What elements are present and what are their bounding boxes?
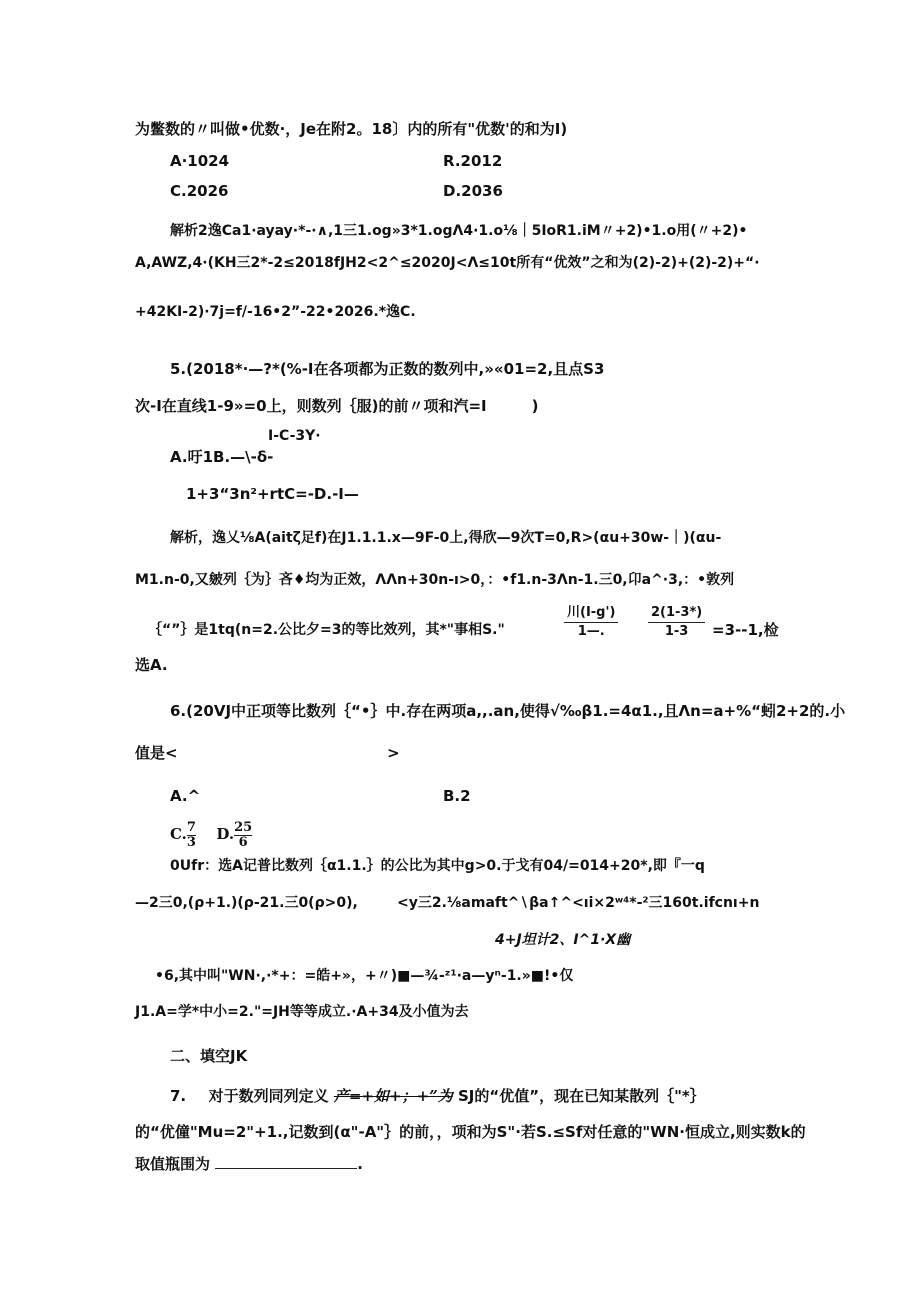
q7-stem-line-3-text: 取值瓶围为: [135, 1155, 211, 1173]
q5-option-top: I-C-3Y·: [268, 428, 321, 444]
q6-options-cd: [170, 817, 252, 851]
q5-result: =3--1,检: [712, 621, 779, 639]
q7-stem-line-3: [135, 1154, 363, 1174]
q4-option-a: A·1024: [170, 152, 230, 170]
section-heading: 二、填空JK: [170, 1047, 248, 1065]
q6-option-c-numerator: 7: [186, 819, 196, 835]
q4-option-c: C.2026: [170, 182, 229, 200]
q7-stem-a: 对于数列同列定义: [208, 1087, 329, 1105]
q6-option-a: A.^: [170, 787, 201, 805]
q5-analysis-line-1: 解析，逸乂⅛A(aitζ足f)在J1.1.1.x—9F-0上,得欣—9次T=0,R>(αu+30w-｜)(αu-: [170, 530, 722, 546]
q5-fraction-1: [564, 604, 618, 641]
q4-stem-tail: 为鳖数的〃叫做•优数·，Je在附2。18〕内的所有"优数'的和为I): [135, 120, 568, 138]
q5-analysis-line-3: ｛“”｝是1tq(n=2.公比夕=3的等比效列，其*"事相S.": [148, 622, 505, 638]
q4-analysis-line-2: A,AWZ,4·(KH三2*-2≤2018fJH2<2^≤2020J<Λ≤10t所有“优效”之和为(2)-2)+(2)-2)+“·: [135, 255, 760, 271]
q4-analysis-line-1: 解析2逸Ca1·ayay·*-·∧,1三1.og»3*1.ogΛ4·1.o⅛｜5IoR1.iM〃+2)•1.o用(〃+2)•: [170, 223, 748, 239]
q5-option-line-2: 1+3“3n²+rtC=-D.-I—: [186, 485, 359, 503]
q5-fraction-2-denominator: 1-3: [664, 624, 689, 639]
q6-option-d-numerator: 25: [234, 819, 253, 835]
q6-option-d-label: D.: [216, 825, 235, 843]
q5-stem-line-1: 5.(2018*·—?*(%-I在各项都为正数的数列中,»«01=2,且点S3: [170, 360, 605, 378]
q7-period: .: [357, 1155, 363, 1173]
q7-stem-struck: 产=+如+；+”为: [333, 1087, 453, 1105]
q6-option-d-fraction: [234, 821, 252, 850]
q6-option-c-label: C.: [170, 825, 187, 843]
q6-analysis-line-5: J1.A=学*中小=2."=JH等等成立.·A+34及小值为去: [135, 1004, 469, 1020]
q5-stem-line-2: 次-I在直线1-9»=0上，则数列｛服)的前〃项和汽=I ): [135, 397, 539, 415]
q6-analysis-right: <y三2.⅛amaft^∖βa↑^<ıi×2ʷ⁴*-²三160t.ifcnı+n: [397, 895, 760, 911]
q6-option-d-denominator: 6: [238, 834, 248, 850]
q5-fraction-1-denominator: 1—.: [577, 624, 605, 639]
q5-fraction-1-numerator: 川(I-g'): [564, 604, 618, 623]
q5-conclusion: 选A.: [135, 656, 168, 674]
q6-option-c-fraction: [187, 821, 196, 850]
q5-fraction-2: [648, 604, 705, 641]
q5-analysis-line-2: M1.n-0,又皴列｛为｝吝♦均为正效，ΛΛn+30n-ı>0，：•f1.n-3Λn-1.三0,卬a^·3,：•敦列: [135, 572, 735, 588]
q6-stem-line-2-start: 值是<: [135, 744, 178, 762]
q4-analysis-line-3: +42KI-2)·7j=f/-16•2”-22•2026.*逸C.: [135, 304, 416, 320]
q6-analysis-line-4: •6,其中叫"WN·,·*+：=皓+»，+〃)■—¾-ᶻ¹·a—yⁿ-1.»■!•仅: [155, 968, 574, 984]
q4-option-d: D.2036: [443, 182, 503, 200]
q6-option-c-denominator: 3: [186, 834, 196, 850]
q7-stem-line-2: 的“优僮"Mu=2"+1.,记数到(α"-A"｝的前，，项和为S"·若S.≤Sf对任意的"WN·恒成立,则实数k的: [135, 1123, 806, 1141]
q7-answer-blank[interactable]: [215, 1154, 357, 1169]
q6-stem-line-1: 6.(20VJ中正项等比数列｛“•｝中.存在两项a,,.an,使得√‰β1.=4α1.,且Λn=a+%“蚓2+2的.小: [170, 702, 846, 720]
q6-analysis-line-3: 4+J坦计2、I^1·X幽: [495, 932, 631, 948]
q6-option-b: B.2: [443, 787, 471, 805]
q7-number: 7.: [170, 1087, 187, 1105]
q5-option-line-1: A.吁1B.—\-δ-: [170, 448, 274, 466]
q7-stem-line-1: [170, 1086, 705, 1106]
q7-stem-b: SJ的“优值”，现在已知某散列｛"*｝: [458, 1087, 705, 1105]
q4-option-b: R.2012: [443, 152, 503, 170]
q5-fraction-2-numerator: 2(1-3*): [648, 604, 705, 623]
q6-stem-line-2-end: >: [387, 744, 400, 762]
q6-analysis-line-2: —2三0,(ρ+1.)(ρ-21.三0(ρ>0),: [135, 895, 358, 911]
q6-analysis-line-1: 0Ufr：选A记普比数列｛α1.1.｝的公比为其中g>0.于戈有04/=014+20*,即『一q: [170, 858, 705, 874]
